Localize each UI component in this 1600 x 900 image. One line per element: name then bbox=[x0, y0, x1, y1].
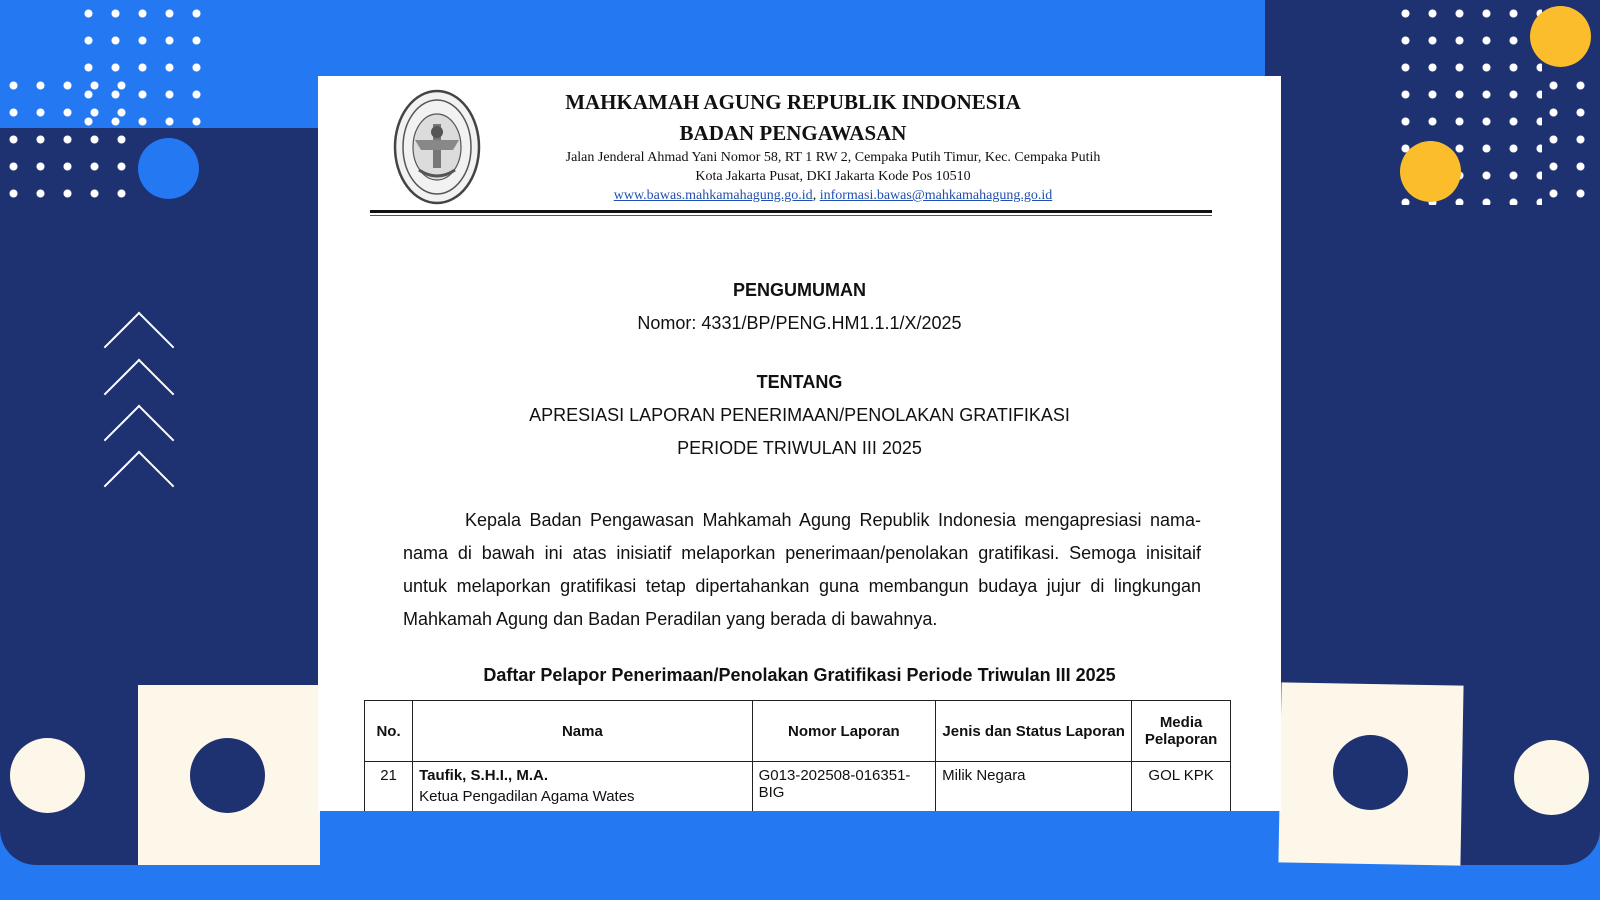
cell-nama bbox=[413, 762, 753, 812]
announcement-heading: PENGUMUMAN bbox=[733, 280, 866, 300]
header-media-line1: Media bbox=[1159, 714, 1203, 731]
address-line-1: Jalan Jenderal Ahmad Yani Nomor 58, RT 1 RW 2, Cempaka Putih Timur, Kec. Cempaka Putih bbox=[565, 150, 1101, 165]
header-media-pelaporan bbox=[1132, 701, 1231, 762]
dot-pattern-left bbox=[0, 72, 135, 207]
header-nama: Nama bbox=[413, 701, 753, 762]
body-paragraph: Kepala Badan Pengawasan Mahkamah Agung Republik Indonesia mengapresiasi nama-nama di bawah ini atas inisiatif melaporkan penerimaan/penolakan gratifikasi. Semoga inisitaif untuk melaporkan gratifikasi tetap dipertahankan guna membangun budaya jujur di lingkungan Mahkamah Agung dan Badan Peradilan yang berada di bawahnya. bbox=[403, 510, 1201, 629]
header-rule bbox=[370, 210, 1212, 213]
website-link[interactable]: www.bawas.mahkamahagung.go.id bbox=[613, 188, 813, 203]
subject-line-1: APRESIASI LAPORAN PENERIMAAN/PENOLAKAN GRATIFIKASI bbox=[529, 405, 1070, 425]
yellow-circle-top bbox=[1530, 6, 1591, 67]
blue-circle bbox=[138, 138, 199, 199]
navy-circle-right bbox=[1333, 735, 1408, 810]
header-rule-thin bbox=[370, 215, 1212, 216]
cell-jenis-status: Milik Negara bbox=[936, 762, 1132, 812]
subject-line-2: PERIODE TRIWULAN III 2025 bbox=[677, 438, 922, 458]
unit-name: BADAN PENGAWASAN bbox=[679, 121, 907, 145]
cell-no: 21 bbox=[365, 762, 413, 812]
header-jenis-status: Jenis dan Status Laporan bbox=[936, 701, 1132, 762]
table-header-row bbox=[365, 701, 1231, 762]
cream-circle-right bbox=[1514, 740, 1589, 815]
cream-circle-left bbox=[10, 738, 85, 813]
navy-circle-left bbox=[190, 738, 265, 813]
reporter-position: Ketua Pengadilan Agama Wates bbox=[419, 788, 635, 805]
about-label: TENTANG bbox=[756, 372, 843, 392]
table-row bbox=[365, 762, 1231, 812]
link-separator: , bbox=[812, 188, 817, 203]
contact-links bbox=[498, 188, 1168, 204]
chevron-up-icon bbox=[104, 451, 175, 522]
reporters-table bbox=[364, 700, 1231, 811]
announcement-number: Nomor: 4331/BP/PENG.HM1.1.1/X/2025 bbox=[637, 313, 962, 333]
table-title: Daftar Pelapor Penerimaan/Penolakan Gratifikasi Periode Triwulan III 2025 bbox=[483, 665, 1116, 685]
header-nomor-laporan: Nomor Laporan bbox=[752, 701, 936, 762]
dot-pattern-far-right bbox=[1540, 72, 1600, 207]
address-line-2: Kota Jakarta Pusat, DKI Jakarta Kode Pos 10510 bbox=[695, 169, 971, 184]
cell-nomor-laporan: G013-202508-016351-BIG bbox=[752, 762, 936, 812]
yellow-circle-middle bbox=[1400, 141, 1461, 202]
header-media-line2: Pelaporan bbox=[1144, 731, 1218, 748]
reporter-name: Taufik, S.H.I., M.A. bbox=[419, 767, 549, 784]
header-no: No. bbox=[365, 701, 413, 762]
cell-media: GOL KPK bbox=[1132, 762, 1231, 812]
email-link[interactable]: informasi.bawas@mahkamahagung.go.id bbox=[819, 188, 1053, 203]
org-name: MAHKAMAH AGUNG REPUBLIK INDONESIA bbox=[565, 90, 1021, 114]
announcement-document bbox=[318, 76, 1281, 811]
